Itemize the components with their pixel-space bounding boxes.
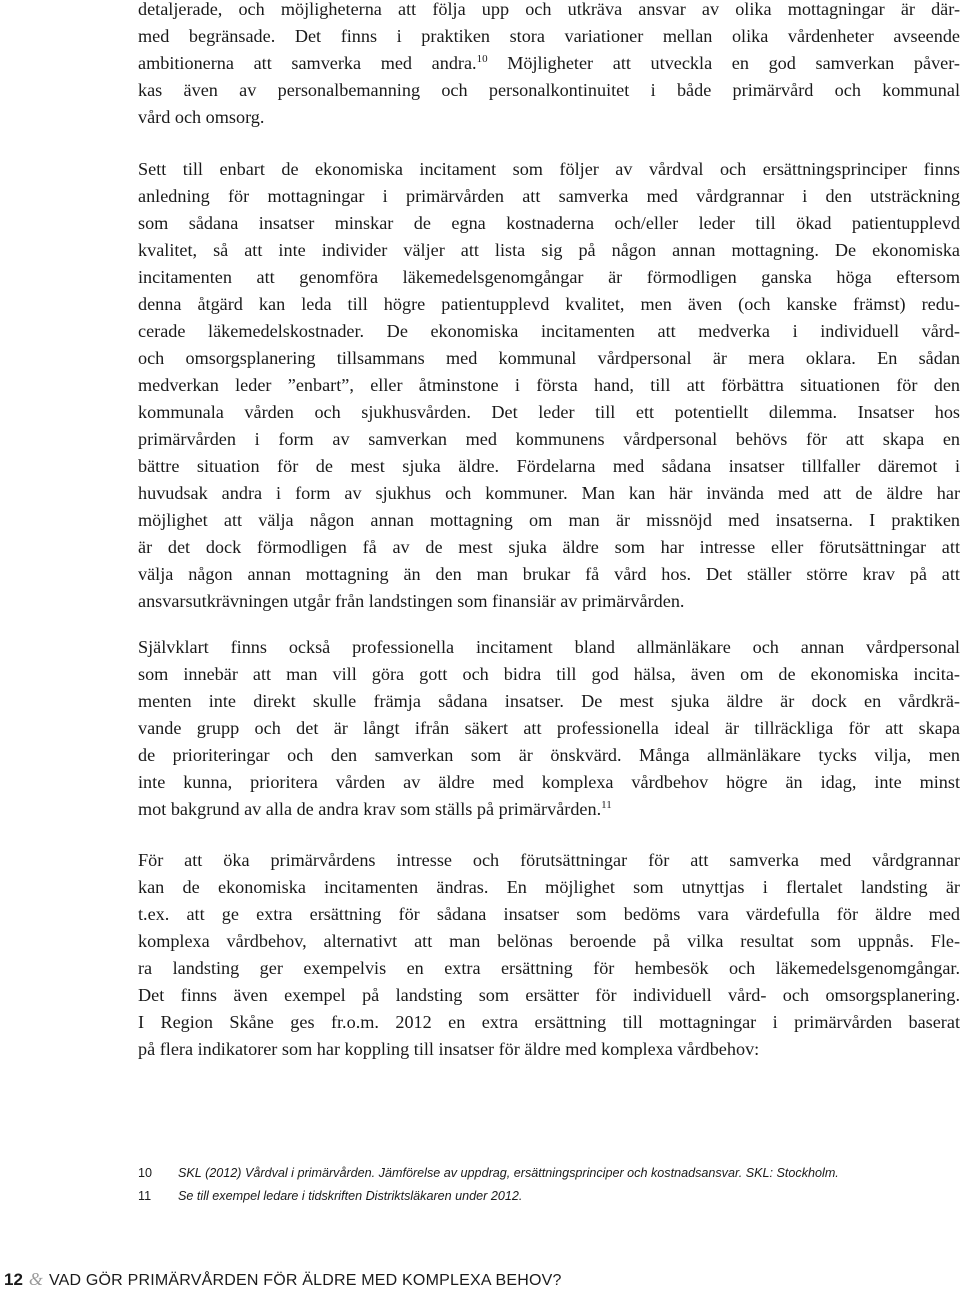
footnotes [138,1162,938,1208]
ampersand-mark: & [28,1269,43,1289]
text-line: ansvarsutkrävningen utgår från landstingen som finansiär av primärvården. [138,591,685,611]
text-line: denna åtgärd kan leda till högre patientupplevd kvalitet, men även (och kanske främst) redu- [138,294,960,314]
text-line: I Region Skåne ges fr.o.m. 2012 en extra ersättning till mottagningar i primärvården baserat [138,1012,960,1032]
text-line: på flera indikatorer som har koppling till insatser för äldre med komplexa vårdbehov: [138,1039,760,1059]
text-line: kvalitet, så att inte individer väljer att lista sig på någon annan mottagning. De ekonomiska [138,240,960,260]
text-fragment: Möjligheter att utveckla en god samverkan påver- [487,53,960,73]
page-number: 12 [4,1270,23,1289]
text-line: primärvården i form av samverkan med kommunens vårdpersonal behövs för att skapa en [138,429,960,449]
text-line: incitamenten att genomföra läkemedelsgenomgångar är förmodligen ganska höga eftersom [138,267,960,287]
footnote-11 [138,1185,938,1208]
page-footer [4,1268,562,1292]
text-fragment: mot bakgrund av alla de andra krav som ställs på primärvården. [138,799,602,819]
text-line: menten inte direkt skulle främja sådana insatser. De mest sjuka äldre är dock en vårdkrä- [138,691,960,711]
text-line: ra landsting ger exempelvis en extra ersättning för hembesök och läkemedelsgenomgångar. [138,958,960,978]
text-line: möjlighet att välja någon annan mottagning om man är missnöjd med insatserna. I praktiken [138,510,960,530]
text-line: kan de ekonomiska incitamenten ändras. En möjlighet som utnyttjas i flertalet landsting är [138,877,960,897]
text-line [138,50,960,77]
text-line: vård och omsorg. [138,107,265,127]
text-line: inte kunna, prioritera vården av äldre med komplexa vårdbehov högre än idag, inte minst [138,772,960,792]
text-line: huvudsak andra i form av sjukhus och kommuner. Man kan här invända med att de äldre har [138,483,960,503]
footnote-10 [138,1162,938,1185]
text-line: Sett till enbart de ekonomiska incitament som följer av vårdval och ersättningsprinciper finns [138,159,960,179]
text-line: Det finns även exempel på landsting som ersätter för individuell vård- och omsorgsplanering. [138,985,960,1005]
text-line: och omsorgsplanering tillsammans med kommunal vårdpersonal är mera oklara. En sådan [138,348,960,368]
footnote-text: Se till exempel ledare i tidskriften Distriktsläkaren under 2012. [178,1189,523,1203]
text-line: detaljerade, och möjligheterna att följa upp och utkräva ansvar av olika mottagningar är där- [138,0,960,19]
footnote-ref-10: 10 [476,52,488,65]
text-fragment: ambitionerna att samverka med andra. [138,53,477,73]
text-line: som innebär att man vill göra gott och bidra till god hälsa, även om de ekonomiska incita- [138,664,960,684]
text-line: med begränsade. Det finns i praktiken stora variationer mellan olika vårdenheter avseende [138,26,960,46]
text-line: För att öka primärvårdens intresse och förutsättningar för att samverka med vårdgrannar [138,850,960,870]
text-line: de prioriteringar och den samverkan som är önskvärd. Många allmänläkare tycks vilja, men [138,745,960,765]
footnote-number: 11 [138,1189,152,1203]
paragraph-4 [138,847,960,1063]
text-line: Självklart finns också professionella incitament bland allmänläkare och annan vårdpersonal [138,637,960,657]
footnote-number: 10 [138,1166,153,1180]
text-line: vande grupp och det är långt ifrån säkert att professionella ideal är tillräckliga för att skapa [138,718,960,738]
text-line: som sådana insatser minskar de egna kostnaderna och/eller leder till ökad patientupplevd [138,213,960,233]
text-line: cerade läkemedelskostnader. De ekonomiska incitamenten att medverka i individuell vård- [138,321,960,341]
text-line [138,796,960,823]
paragraph-1 [138,0,960,131]
text-line: komplexa vårdbehov, alternativt att man belönas beroende på vilka resultat som uppnås. Fle- [138,931,960,951]
text-line: kas även av personalbemanning och personalkontinuitet i både primärvård och kommunal [138,80,960,100]
footnote-ref-11: 11 [601,798,612,811]
text-line: medverkan leder ”enbart”, eller åtminstone i första hand, till att förbättra situationen för den [138,375,960,395]
running-title: VAD GÖR PRIMÄRVÅRDEN FÖR ÄLDRE MED KOMPLEXA BEHOV? [48,1272,562,1289]
text-line: välja någon annan mottagning än den man brukar få vård hos. Det ställer större krav på att [138,564,960,584]
text-line: anledning för mottagningar i primärvården att samverka med vårdgrannar i den utsträckning [138,186,960,206]
paragraph-3 [138,634,960,823]
text-line: bättre situation för de mest sjuka äldre. Fördelarna med sådana insatser tillfaller däremot i [138,456,960,476]
footnote-text: SKL (2012) Vårdval i primärvården. Jämförelse av uppdrag, ersättningsprinciper och kostnadsansvar. SKL: Stockholm. [178,1166,839,1180]
text-line: kommunala vården och sjukhusvården. Det leder till ett potentiellt dilemma. Insatser hos [138,402,960,422]
paragraph-2 [138,156,960,615]
text-line: är det dock förmodligen få av de mest sjuka äldre som har intresse eller förutsättningar att [138,537,960,557]
text-line: t.ex. att ge extra ersättning för sådana insatser som bedöms vara värdefulla för äldre med [138,904,960,924]
